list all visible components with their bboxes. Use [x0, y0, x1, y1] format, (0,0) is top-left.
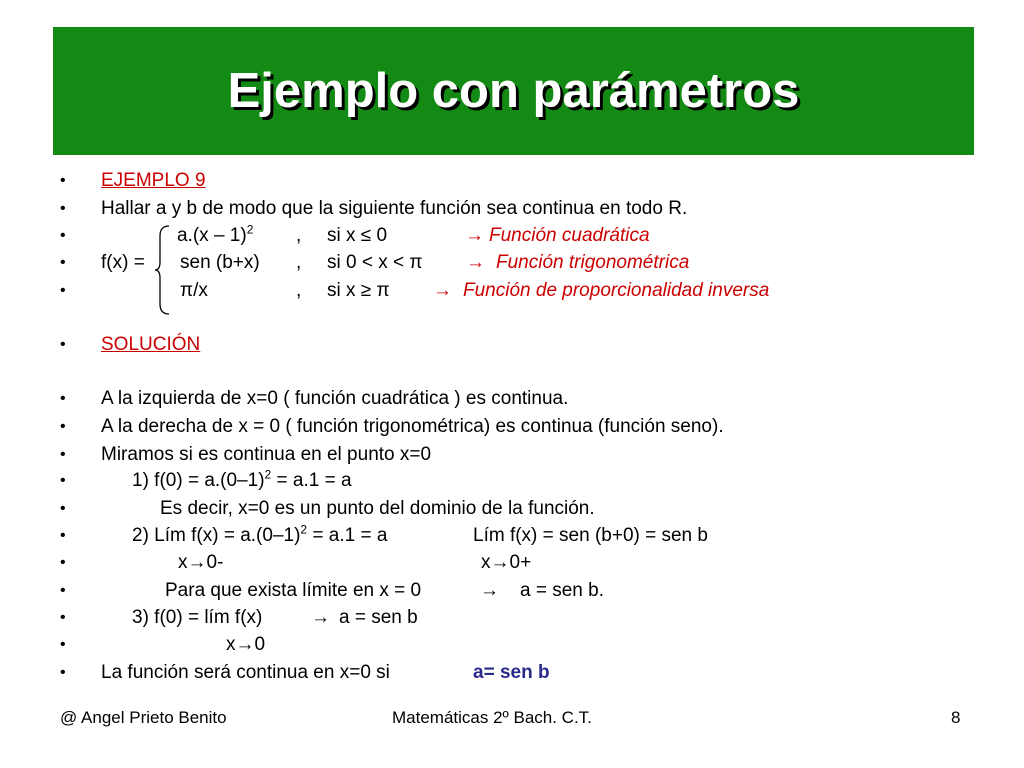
footer-page-number: 8 — [951, 708, 961, 727]
piece-3-condition: si x ≥ π — [327, 280, 390, 301]
bullet-line — [0, 495, 1024, 522]
bullet-line — [0, 441, 1024, 468]
piece-2-condition: si 0 < x < π — [327, 252, 423, 273]
bullet-line — [0, 467, 1024, 494]
bullet-line — [0, 249, 1024, 276]
bullet: • — [60, 254, 66, 271]
limit-subscript-left: x→0- — [178, 552, 224, 573]
solution-line: A la derecha de x = 0 ( función trigonométrica) es continua (función seno). — [101, 416, 724, 437]
bullet: • — [60, 172, 66, 189]
step-2-right-limit: Lím f(x) = sen (b+0) = sen b — [473, 525, 708, 546]
bullet-line — [0, 222, 1024, 249]
step-3: 3) f(0) = lím f(x) — [132, 607, 263, 628]
bullet: • — [60, 390, 66, 407]
piece-1-comma: , — [296, 225, 302, 246]
piece-3-expression: π/x — [180, 280, 208, 301]
arrow-icon: → — [480, 580, 499, 601]
piece-3-comma: , — [296, 280, 302, 301]
title-bar — [53, 27, 974, 155]
conclusion-answer: a= sen b — [473, 662, 550, 683]
bullet: • — [60, 282, 66, 299]
bullet: • — [60, 200, 66, 217]
bullet-line — [0, 577, 1024, 604]
arrow-icon: → — [433, 280, 452, 301]
bullet: • — [60, 446, 66, 463]
bullet: • — [60, 636, 66, 653]
problem-statement: Hallar a y b de modo que la siguiente función sea continua en todo R. — [101, 198, 688, 219]
step-2-left-limit: 2) Lím $f(x) = a.(0-1)^2 = a.1 = a$ — [132, 522, 388, 546]
bullet-line — [0, 331, 1024, 358]
limit-condition: Para que exista límite en x = 0 — [165, 580, 422, 601]
limit-subscript-right: x→0+ — [481, 552, 532, 573]
conclusion: La función será continua en x=0 si — [101, 662, 390, 683]
bullet-line — [0, 167, 1024, 194]
arrow-icon: → — [490, 552, 510, 573]
slide-title: Ejemplo con parámetros — [227, 64, 800, 118]
bullet-line — [0, 631, 1024, 658]
footer-author: @ Angel Prieto Benito — [60, 708, 227, 727]
bullet: • — [60, 582, 66, 599]
piece-2-description: Función trigonométrica — [496, 252, 690, 273]
solution-line: A la izquierda de x=0 ( función cuadrática ) es continua. — [101, 388, 569, 409]
step-3-result: a = sen b — [339, 607, 418, 628]
bullet: • — [60, 609, 66, 626]
bullet-line — [0, 549, 1024, 576]
solution-heading: SOLUCIÓN — [101, 334, 201, 355]
bullet-line — [0, 522, 1024, 549]
bullet: • — [60, 500, 66, 517]
arrow-icon: → — [465, 225, 484, 246]
piece-3-description: Función de proporcionalidad inversa — [463, 280, 770, 301]
piece-1-condition: si x ≤ 0 — [327, 225, 388, 246]
piece-1-expression: a.(x – 1)$^2$ — [177, 222, 254, 246]
arrow-icon: → — [466, 252, 485, 273]
piece-2-comma: , — [296, 252, 302, 273]
function-name: f(x) = — [101, 252, 145, 273]
bullet-line — [0, 413, 1024, 440]
piece-1-description: Función cuadrática — [489, 225, 650, 246]
bullet: • — [60, 527, 66, 544]
bullet-line — [0, 385, 1024, 412]
bullet: • — [60, 336, 66, 353]
bullet: • — [60, 227, 66, 244]
arrow-icon: → — [311, 607, 330, 628]
bullet: • — [60, 554, 66, 571]
piece-2-expression: sen (b+x) — [180, 252, 260, 273]
bullet-line — [0, 195, 1024, 222]
solution-line: Miramos si es continua en el punto x=0 — [101, 444, 432, 465]
bullet: • — [60, 472, 66, 489]
bullet-line — [0, 277, 1024, 304]
bullet: • — [60, 418, 66, 435]
example-heading: EJEMPLO 9 — [101, 170, 206, 191]
arrow-icon: → — [187, 552, 207, 573]
bullet-line — [0, 659, 1024, 686]
step-1: 1) $f(0) = a.(0-1)^2 = a.1 = a$ — [132, 467, 352, 491]
footer-course: Matemáticas 2º Bach. C.T. — [392, 708, 592, 727]
limit-result: a = sen b. — [520, 580, 604, 601]
bullet: • — [60, 664, 66, 681]
arrow-icon: → — [235, 634, 255, 655]
bullet-line — [0, 604, 1024, 631]
solution-line: Es decir, x=0 es un punto del dominio de la función. — [160, 498, 595, 519]
limit-subscript: x→0 — [226, 634, 266, 655]
